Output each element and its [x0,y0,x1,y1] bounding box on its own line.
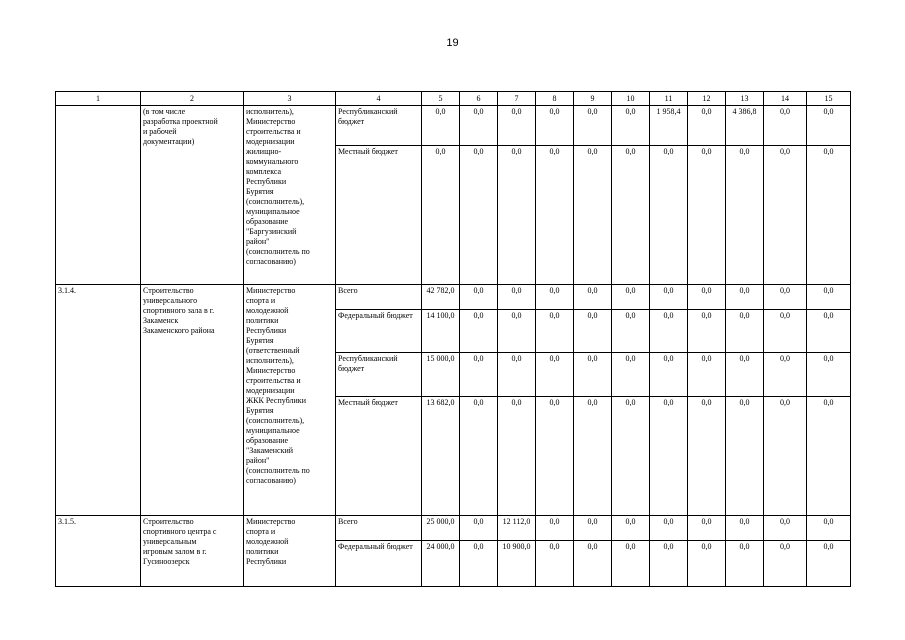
amount-cell: 0,0 [612,146,650,285]
amount-cell: 0,0 [764,106,807,146]
amount-cell: 0,0 [807,106,851,146]
amount-cell: 0,0 [574,310,612,353]
executor [244,516,336,587]
amount-cell: 24 000,0 [422,541,460,587]
text-line: согласованию) [246,476,296,485]
amount-cell: 0,0 [764,310,807,353]
text-line: коммунального [246,157,299,166]
column-header: 4 [336,92,422,106]
amount-cell: 0,0 [726,285,764,310]
column-header: 13 [726,92,764,106]
column-header: 5 [422,92,460,106]
text-line: строительства и [246,127,301,136]
text-line: (соисполнитель по [246,466,310,475]
amount-cell: 12 112,0 [498,516,536,541]
page-number: 19 [446,37,459,49]
text-line: универсальным [143,537,197,546]
amount-cell: 0,0 [807,541,851,587]
event-name [141,285,244,516]
funding-source: Местный бюджет [336,146,422,285]
funding-source: Республиканский бюджет [336,353,422,397]
amount-cell: 0,0 [764,353,807,397]
text-line: универсального [143,296,198,305]
amount-cell: 0,0 [460,146,498,285]
amount-cell: 0,0 [726,353,764,397]
amount-cell: 0,0 [764,285,807,310]
amount-cell: 0,0 [807,516,851,541]
table-row [56,516,851,541]
column-header: 1 [56,92,141,106]
amount-cell: 0,0 [650,285,688,310]
text-line: согласованию) [246,257,296,266]
amount-cell: 0,0 [807,397,851,516]
text-line: (соисполнитель), [246,416,305,425]
text-line: Республики [246,326,287,335]
text-line: образование [246,217,289,226]
text-line: образование [246,436,289,445]
amount-cell: 0,0 [574,397,612,516]
amount-cell: 42 782,0 [422,285,460,310]
amount-cell: 0,0 [536,541,574,587]
amount-cell: 0,0 [726,397,764,516]
text-line: строительства и [246,376,301,385]
amount-cell: 0,0 [688,353,726,397]
text-line: муниципальное [246,426,300,435]
amount-cell: 0,0 [498,106,536,146]
amount-cell: 0,0 [764,541,807,587]
text-line: Министерство [246,517,296,526]
amount-cell: 0,0 [460,516,498,541]
funding-source: Федеральный бюджет [336,541,422,587]
text-line: игровым залом в г. [143,547,207,556]
executor [244,106,336,285]
column-header: 15 [807,92,851,106]
executor [244,285,336,516]
text-line: спорта и [246,527,276,536]
text-line: муниципальное [246,207,300,216]
amount-cell: 0,0 [536,397,574,516]
text-line: Республики [246,557,287,566]
amount-cell: 0,0 [688,397,726,516]
text-line: Строительство [143,286,194,295]
amount-cell: 4 386,8 [726,106,764,146]
amount-cell: 0,0 [650,353,688,397]
amount-cell: 0,0 [726,516,764,541]
text-line: (ответственный [246,346,300,355]
amount-cell: 0,0 [574,285,612,310]
amount-cell: 0,0 [612,397,650,516]
text-line: район" [246,456,270,465]
text-line: ЖКК Республики [246,396,306,405]
column-header: 7 [498,92,536,106]
amount-cell: 0,0 [612,516,650,541]
row-number [56,106,141,285]
amount-cell: 14 100,0 [422,310,460,353]
amount-cell: 0,0 [498,285,536,310]
amount-cell: 0,0 [726,310,764,353]
amount-cell: 0,0 [574,353,612,397]
funding-source: Всего [336,285,422,310]
amount-cell: 0,0 [688,310,726,353]
text-line: молодежной [246,306,289,315]
text-line: Строительство [143,517,194,526]
text-line: Министерство [246,117,296,126]
event-name [141,106,244,285]
amount-cell: 0,0 [612,310,650,353]
amount-cell: 0,0 [498,146,536,285]
amount-cell: 0,0 [688,541,726,587]
amount-cell: 10 900,0 [498,541,536,587]
funding-source: Федеральный бюджет [336,310,422,353]
budget-table [55,91,851,587]
amount-cell: 0,0 [498,397,536,516]
text-line: (в том числе [143,107,186,116]
amount-cell: 0,0 [536,285,574,310]
text-line: документации) [143,137,195,146]
text-line: политики [246,316,279,325]
column-header: 6 [460,92,498,106]
amount-cell: 0,0 [688,516,726,541]
text-line: Гусиноозерск [143,557,190,566]
amount-cell: 0,0 [650,310,688,353]
column-header: 10 [612,92,650,106]
row-number: 3.1.5. [56,516,141,587]
amount-cell: 0,0 [688,106,726,146]
amount-cell: 15 000,0 [422,353,460,397]
text-line: спортивного центра с [143,527,217,536]
amount-cell: 0,0 [764,146,807,285]
text-line: исполнитель), [246,107,294,116]
text-line: исполнитель), [246,356,294,365]
amount-cell: 0,0 [650,146,688,285]
funding-source: Местный бюджет [336,397,422,516]
text-line: (соисполнитель), [246,197,305,206]
amount-cell: 0,0 [460,310,498,353]
amount-cell: 0,0 [612,541,650,587]
text-line: Министерство [246,366,296,375]
amount-cell: 0,0 [574,106,612,146]
text-line: Республики [246,177,287,186]
row-number: 3.1.4. [56,285,141,516]
text-line: и рабочей [143,127,177,136]
amount-cell: 0,0 [807,285,851,310]
text-line: комплекса [246,167,282,176]
column-header: 9 [574,92,612,106]
amount-cell: 0,0 [807,353,851,397]
amount-cell: 0,0 [574,541,612,587]
text-line: Бурятия [246,406,274,415]
amount-cell: 0,0 [422,106,460,146]
amount-cell: 0,0 [536,353,574,397]
text-line: разработка проектной [143,117,218,126]
text-line: жилищно- [246,147,282,156]
amount-cell: 0,0 [460,285,498,310]
text-line: политики [246,547,279,556]
amount-cell: 0,0 [460,541,498,587]
text-line: модернизации [246,137,295,146]
column-header: 2 [141,92,244,106]
amount-cell: 0,0 [422,146,460,285]
text-line: молодежной [246,537,289,546]
event-name [141,516,244,587]
table-row [56,106,851,146]
amount-cell: 0,0 [536,310,574,353]
text-line: Министерство [246,286,296,295]
text-line: Бурятия [246,187,274,196]
text-line: Бурятия [246,336,274,345]
amount-cell: 0,0 [460,397,498,516]
text-line: "Баргузинский [246,227,297,236]
text-line: (соисполнитель по [246,247,310,256]
amount-cell: 13 682,0 [422,397,460,516]
amount-cell: 0,0 [726,541,764,587]
column-header: 14 [764,92,807,106]
header-row [56,92,851,106]
amount-cell: 0,0 [536,146,574,285]
amount-cell: 0,0 [612,106,650,146]
amount-cell: 0,0 [688,285,726,310]
amount-cell: 0,0 [650,516,688,541]
column-header: 11 [650,92,688,106]
amount-cell: 0,0 [726,146,764,285]
amount-cell: 1 958,4 [650,106,688,146]
text-line: Закаменск [143,316,179,325]
text-line: "Закаменский [246,446,294,455]
amount-cell: 0,0 [612,285,650,310]
amount-cell: 0,0 [807,310,851,353]
amount-cell: 0,0 [612,353,650,397]
amount-cell: 0,0 [650,397,688,516]
funding-source: Республиканский бюджет [336,106,422,146]
table-row [56,285,851,310]
amount-cell: 0,0 [460,353,498,397]
text-line: модернизации [246,386,295,395]
text-line: район" [246,237,270,246]
amount-cell: 0,0 [536,106,574,146]
amount-cell: 0,0 [650,541,688,587]
column-header: 12 [688,92,726,106]
amount-cell: 0,0 [574,516,612,541]
amount-cell: 0,0 [764,397,807,516]
amount-cell: 0,0 [536,516,574,541]
amount-cell: 0,0 [498,310,536,353]
text-line: спортивного зала в г. [143,306,215,315]
amount-cell: 0,0 [764,516,807,541]
amount-cell: 0,0 [807,146,851,285]
column-header: 3 [244,92,336,106]
text-line: спорта и [246,296,276,305]
funding-source: Всего [336,516,422,541]
amount-cell: 0,0 [574,146,612,285]
text-line: Закаменского района [143,326,215,335]
amount-cell: 0,0 [498,353,536,397]
column-header: 8 [536,92,574,106]
amount-cell: 25 000,0 [422,516,460,541]
amount-cell: 0,0 [460,106,498,146]
amount-cell: 0,0 [688,146,726,285]
